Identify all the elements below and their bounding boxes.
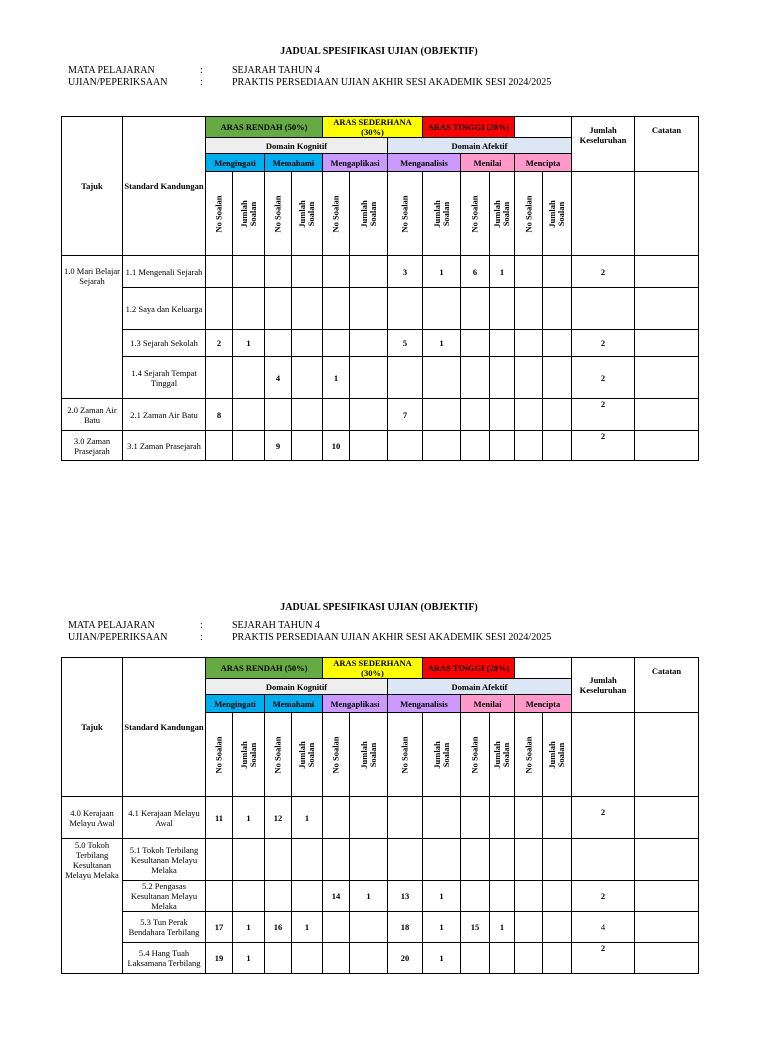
cell-value: 1	[292, 797, 323, 839]
cell-value: 18	[388, 912, 423, 943]
header-aras-sederhana: ARAS SEDERHANA (30%)	[323, 117, 423, 138]
cell-tajuk: 2.0 Zaman Air Batu	[62, 399, 123, 431]
cell-value	[350, 357, 388, 399]
cell-value	[543, 881, 572, 912]
header-catatan: Catatan	[635, 658, 699, 713]
cell-value	[292, 357, 323, 399]
table-row	[62, 256, 699, 288]
cell-value	[461, 839, 490, 881]
cell-jumlah: 4	[572, 912, 635, 943]
cell-value	[461, 881, 490, 912]
cell-value: 12	[265, 797, 292, 839]
cell-value	[490, 288, 515, 330]
cell-value: 1	[350, 881, 388, 912]
subheader-jumlah-soalan: Jumlah Soalan	[350, 172, 388, 256]
cell-value: 3	[388, 256, 423, 288]
table-row	[62, 839, 699, 881]
empty-cell	[572, 172, 635, 256]
cell-tajuk: 3.0 Zaman Prasejarah	[62, 431, 123, 461]
cell-value: 11	[206, 797, 233, 839]
header-aras-rendah: ARAS RENDAH (50%)	[206, 658, 323, 679]
cell-value: 10	[323, 431, 350, 461]
table-title: JADUAL SPESIFIKASI UJIAN (OBJEKTIF)	[280, 602, 478, 613]
cell-standard: 1.4 Sejarah Tempat Tinggal	[123, 357, 206, 399]
cell-value	[350, 943, 388, 974]
cell-value: 2	[206, 330, 233, 357]
empty-cell	[635, 713, 699, 797]
cell-value	[233, 357, 265, 399]
subheader-no-soalan: No Soalan	[206, 713, 233, 797]
header-menilai: Menilai	[461, 695, 515, 713]
cell-standard: 5.2 Pengasas Kesultanan Melayu Melaka	[123, 881, 206, 912]
header-mengaplikasi: Mengaplikasi	[323, 695, 388, 713]
cell-value	[323, 330, 350, 357]
cell-value: 1	[233, 797, 265, 839]
cell-value	[265, 256, 292, 288]
cell-value	[543, 943, 572, 974]
cell-value	[515, 399, 543, 431]
cell-value	[461, 399, 490, 431]
table-row	[62, 797, 699, 839]
subheader-no-soalan: No Soalan	[388, 713, 423, 797]
cell-value: 4	[265, 357, 292, 399]
cell-value	[461, 357, 490, 399]
cell-value	[543, 288, 572, 330]
cell-value: 1	[233, 912, 265, 943]
header-domain-kognitif: Domain Kognitif	[206, 679, 388, 695]
cell-value	[233, 399, 265, 431]
cell-value: 1	[233, 330, 265, 357]
cell-value	[490, 431, 515, 461]
info-value: SEJARAH TAHUN 4	[232, 620, 320, 631]
subheader-jumlah-soalan: Jumlah Soalan	[490, 172, 515, 256]
cell-value	[233, 288, 265, 330]
cell-standard: 1.2 Saya dan Keluarga	[123, 288, 206, 330]
cell-value	[543, 839, 572, 881]
cell-value	[515, 431, 543, 461]
cell-value	[543, 357, 572, 399]
header-tajuk: Tajuk	[62, 658, 123, 797]
cell-value	[515, 839, 543, 881]
cell-value: 17	[206, 912, 233, 943]
cell-value	[423, 357, 461, 399]
cell-value: 13	[388, 881, 423, 912]
cell-value	[423, 797, 461, 839]
empty-cell	[572, 713, 635, 797]
cell-value	[292, 256, 323, 288]
cell-catatan	[635, 288, 699, 330]
header-aras-sederhana: ARAS SEDERHANA (30%)	[323, 658, 423, 679]
cell-value: 9	[265, 431, 292, 461]
cell-value	[350, 256, 388, 288]
cell-value	[388, 839, 423, 881]
cell-value	[206, 256, 233, 288]
cell-value	[350, 912, 388, 943]
cell-value	[292, 330, 323, 357]
cell-value	[323, 943, 350, 974]
cell-jumlah	[572, 839, 635, 881]
cell-value	[350, 399, 388, 431]
cell-value	[461, 330, 490, 357]
info-value: PRAKTIS PERSEDIAAN UJIAN AKHIR SESI AKADEMIK SESI 2024/2025	[232, 632, 552, 643]
subheader-no-soalan: No Soalan	[461, 172, 490, 256]
cell-value	[265, 839, 292, 881]
cell-value	[490, 330, 515, 357]
cell-value	[292, 288, 323, 330]
cell-jumlah: 2	[572, 330, 635, 357]
cell-catatan	[635, 912, 699, 943]
info-colon: :	[200, 65, 203, 76]
cell-catatan	[635, 797, 699, 839]
cell-value	[265, 881, 292, 912]
cell-value	[515, 881, 543, 912]
cell-standard: 1.3 Sejarah Sekolah	[123, 330, 206, 357]
cell-standard: 5.4 Hang Tuah Laksamana Terbilang	[123, 943, 206, 974]
info-label: UJIAN/PEPERIKSAAN	[68, 632, 168, 643]
cell-value	[323, 839, 350, 881]
table-row	[62, 357, 699, 399]
cell-value	[388, 431, 423, 461]
info-colon: :	[200, 620, 203, 631]
cell-value	[515, 288, 543, 330]
cell-value: 14	[323, 881, 350, 912]
subheader-jumlah-soalan: Jumlah Soalan	[292, 172, 323, 256]
cell-value	[543, 431, 572, 461]
cell-value	[323, 912, 350, 943]
cell-catatan	[635, 943, 699, 974]
cell-value	[323, 256, 350, 288]
cell-value	[233, 256, 265, 288]
cell-value	[423, 431, 461, 461]
subheader-no-soalan: No Soalan	[206, 172, 233, 256]
cell-value	[490, 839, 515, 881]
subheader-jumlah-soalan: Jumlah Soalan	[292, 713, 323, 797]
subheader-jumlah-soalan: Jumlah Soalan	[233, 713, 265, 797]
cell-value: 1	[292, 912, 323, 943]
header-mencipta: Mencipta	[515, 154, 572, 172]
cell-value	[292, 881, 323, 912]
cell-standard: 5.1 Tokoh Terbilang Kesultanan Melayu Melaka	[123, 839, 206, 881]
spec-table	[61, 116, 699, 461]
header-aras-rendah: ARAS RENDAH (50%)	[206, 117, 323, 138]
subheader-jumlah-soalan: Jumlah Soalan	[543, 713, 572, 797]
header-mengaplikasi: Mengaplikasi	[323, 154, 388, 172]
cell-value	[515, 256, 543, 288]
cell-value	[543, 912, 572, 943]
subheader-jumlah-soalan: Jumlah Soalan	[490, 713, 515, 797]
cell-value	[515, 330, 543, 357]
cell-jumlah	[572, 288, 635, 330]
subheader-no-soalan: No Soalan	[515, 172, 543, 256]
header-aras-tinggi: ARAS TINGGI (20%)	[423, 658, 515, 679]
cell-value	[265, 399, 292, 431]
info-label: MATA PELAJARAN	[68, 65, 155, 76]
cell-value	[233, 431, 265, 461]
cell-value	[543, 330, 572, 357]
cell-value	[388, 797, 423, 839]
cell-value	[233, 881, 265, 912]
cell-value	[423, 288, 461, 330]
spec-table	[61, 657, 699, 974]
subheader-jumlah-soalan: Jumlah Soalan	[233, 172, 265, 256]
table-row	[62, 881, 699, 912]
header-domain-kognitif: Domain Kognitif	[206, 138, 388, 154]
cell-value	[490, 943, 515, 974]
cell-value	[233, 839, 265, 881]
cell-standard: 1.1 Mengenali Sejarah	[123, 256, 206, 288]
cell-value: 19	[206, 943, 233, 974]
subheader-no-soalan: No Soalan	[323, 713, 350, 797]
subheader-no-soalan: No Soalan	[323, 172, 350, 256]
cell-value: 1	[423, 943, 461, 974]
subheader-no-soalan: No Soalan	[515, 713, 543, 797]
table-row	[62, 943, 699, 974]
table-row	[62, 431, 699, 461]
header-domain-afektif: Domain Afektif	[388, 138, 572, 154]
cell-value	[490, 797, 515, 839]
subheader-jumlah-soalan: Jumlah Soalan	[423, 172, 461, 256]
cell-value	[543, 797, 572, 839]
cell-value	[292, 839, 323, 881]
cell-standard: 2.1 Zaman Air Batu	[123, 399, 206, 431]
cell-value	[206, 881, 233, 912]
cell-catatan	[635, 357, 699, 399]
cell-jumlah: 2	[572, 797, 635, 839]
cell-tajuk: 5.0 Tokoh Terbilang Kesultanan Melayu Melaka	[62, 839, 123, 974]
header-memahami: Memahami	[265, 695, 323, 713]
header-domain-afektif: Domain Afektif	[388, 679, 572, 695]
cell-value	[350, 288, 388, 330]
header-jumlah-keseluruhan: Jumlah Keseluruhan	[572, 117, 635, 172]
cell-tajuk: 1.0 Mari Belajar Sejarah	[62, 256, 123, 399]
cell-value: 1	[423, 256, 461, 288]
cell-value	[490, 399, 515, 431]
cell-value: 1	[490, 256, 515, 288]
cell-value: 6	[461, 256, 490, 288]
cell-value	[423, 399, 461, 431]
cell-value: 1	[490, 912, 515, 943]
table-row	[62, 399, 699, 431]
cell-value	[388, 357, 423, 399]
info-colon: :	[200, 632, 203, 643]
subheader-jumlah-soalan: Jumlah Soalan	[543, 172, 572, 256]
cell-catatan	[635, 839, 699, 881]
header-menilai: Menilai	[461, 154, 515, 172]
cell-value: 20	[388, 943, 423, 974]
cell-value	[206, 357, 233, 399]
header-standard-kandungan: Standard Kandungan	[123, 117, 206, 256]
table-row	[62, 912, 699, 943]
cell-value	[206, 839, 233, 881]
cell-value	[323, 399, 350, 431]
header-tajuk: Tajuk	[62, 117, 123, 256]
cell-value	[265, 288, 292, 330]
cell-value: 7	[388, 399, 423, 431]
info-colon: :	[200, 77, 203, 88]
cell-value	[543, 399, 572, 431]
cell-catatan	[635, 330, 699, 357]
cell-value	[423, 839, 461, 881]
cell-value	[461, 431, 490, 461]
cell-value	[292, 943, 323, 974]
cell-value: 1	[233, 943, 265, 974]
info-label: MATA PELAJARAN	[68, 620, 155, 631]
cell-catatan	[635, 431, 699, 461]
cell-value	[543, 256, 572, 288]
cell-catatan	[635, 256, 699, 288]
spec-table-section-1	[0, 46, 768, 496]
cell-value	[350, 330, 388, 357]
info-label: UJIAN/PEPERIKSAAN	[68, 77, 168, 88]
table-row	[62, 288, 699, 330]
cell-jumlah: 2	[572, 943, 635, 974]
cell-catatan	[635, 399, 699, 431]
cell-value	[292, 399, 323, 431]
cell-standard: 5.3 Tun Perak Bendahara Terbilang	[123, 912, 206, 943]
cell-standard: 3.1 Zaman Prasejarah	[123, 431, 206, 461]
cell-jumlah: 2	[572, 431, 635, 461]
cell-value: 8	[206, 399, 233, 431]
table-title: JADUAL SPESIFIKASI UJIAN (OBJEKTIF)	[280, 46, 478, 57]
cell-value	[350, 431, 388, 461]
info-value: SEJARAH TAHUN 4	[232, 65, 320, 76]
cell-value	[206, 288, 233, 330]
cell-value	[490, 357, 515, 399]
cell-value	[206, 431, 233, 461]
cell-value: 1	[323, 357, 350, 399]
cell-jumlah: 2	[572, 256, 635, 288]
header-standard-kandungan: Standard Kandungan	[123, 658, 206, 797]
cell-value	[265, 330, 292, 357]
header-jumlah-keseluruhan: Jumlah Keseluruhan	[572, 658, 635, 713]
cell-standard: 4.1 Kerajaan Melayu Awal	[123, 797, 206, 839]
subheader-no-soalan: No Soalan	[265, 713, 292, 797]
cell-value	[490, 881, 515, 912]
subheader-jumlah-soalan: Jumlah Soalan	[350, 713, 388, 797]
cell-value	[515, 357, 543, 399]
subheader-jumlah-soalan: Jumlah Soalan	[423, 713, 461, 797]
subheader-no-soalan: No Soalan	[388, 172, 423, 256]
cell-value	[350, 797, 388, 839]
cell-value	[388, 288, 423, 330]
cell-value: 16	[265, 912, 292, 943]
spec-table-section-2	[0, 602, 768, 1052]
header-menganalisis: Menganalisis	[388, 695, 461, 713]
header-catatan: Catatan	[635, 117, 699, 172]
cell-catatan	[635, 881, 699, 912]
empty-cell	[635, 172, 699, 256]
cell-value	[461, 943, 490, 974]
cell-value: 1	[423, 330, 461, 357]
cell-value: 5	[388, 330, 423, 357]
cell-value	[323, 288, 350, 330]
cell-value	[461, 797, 490, 839]
cell-value	[515, 943, 543, 974]
cell-jumlah: 2	[572, 357, 635, 399]
header-mengingati: Mengingati	[206, 695, 265, 713]
cell-value	[461, 288, 490, 330]
cell-value	[350, 839, 388, 881]
cell-value: 15	[461, 912, 490, 943]
header-aras-tinggi: ARAS TINGGI (20%)	[423, 117, 515, 138]
cell-value: 1	[423, 912, 461, 943]
cell-value	[292, 431, 323, 461]
cell-value: 1	[423, 881, 461, 912]
cell-jumlah: 2	[572, 399, 635, 431]
cell-value	[265, 943, 292, 974]
table-row	[62, 330, 699, 357]
cell-value	[515, 912, 543, 943]
subheader-no-soalan: No Soalan	[461, 713, 490, 797]
header-mencipta: Mencipta	[515, 695, 572, 713]
cell-value	[323, 797, 350, 839]
header-memahami: Memahami	[265, 154, 323, 172]
header-mengingati: Mengingati	[206, 154, 265, 172]
subheader-no-soalan: No Soalan	[265, 172, 292, 256]
header-menganalisis: Menganalisis	[388, 154, 461, 172]
info-value: PRAKTIS PERSEDIAAN UJIAN AKHIR SESI AKADEMIK SESI 2024/2025	[232, 77, 552, 88]
cell-jumlah: 2	[572, 881, 635, 912]
cell-value	[515, 797, 543, 839]
cell-tajuk: 4.0 Kerajaan Melayu Awal	[62, 797, 123, 839]
